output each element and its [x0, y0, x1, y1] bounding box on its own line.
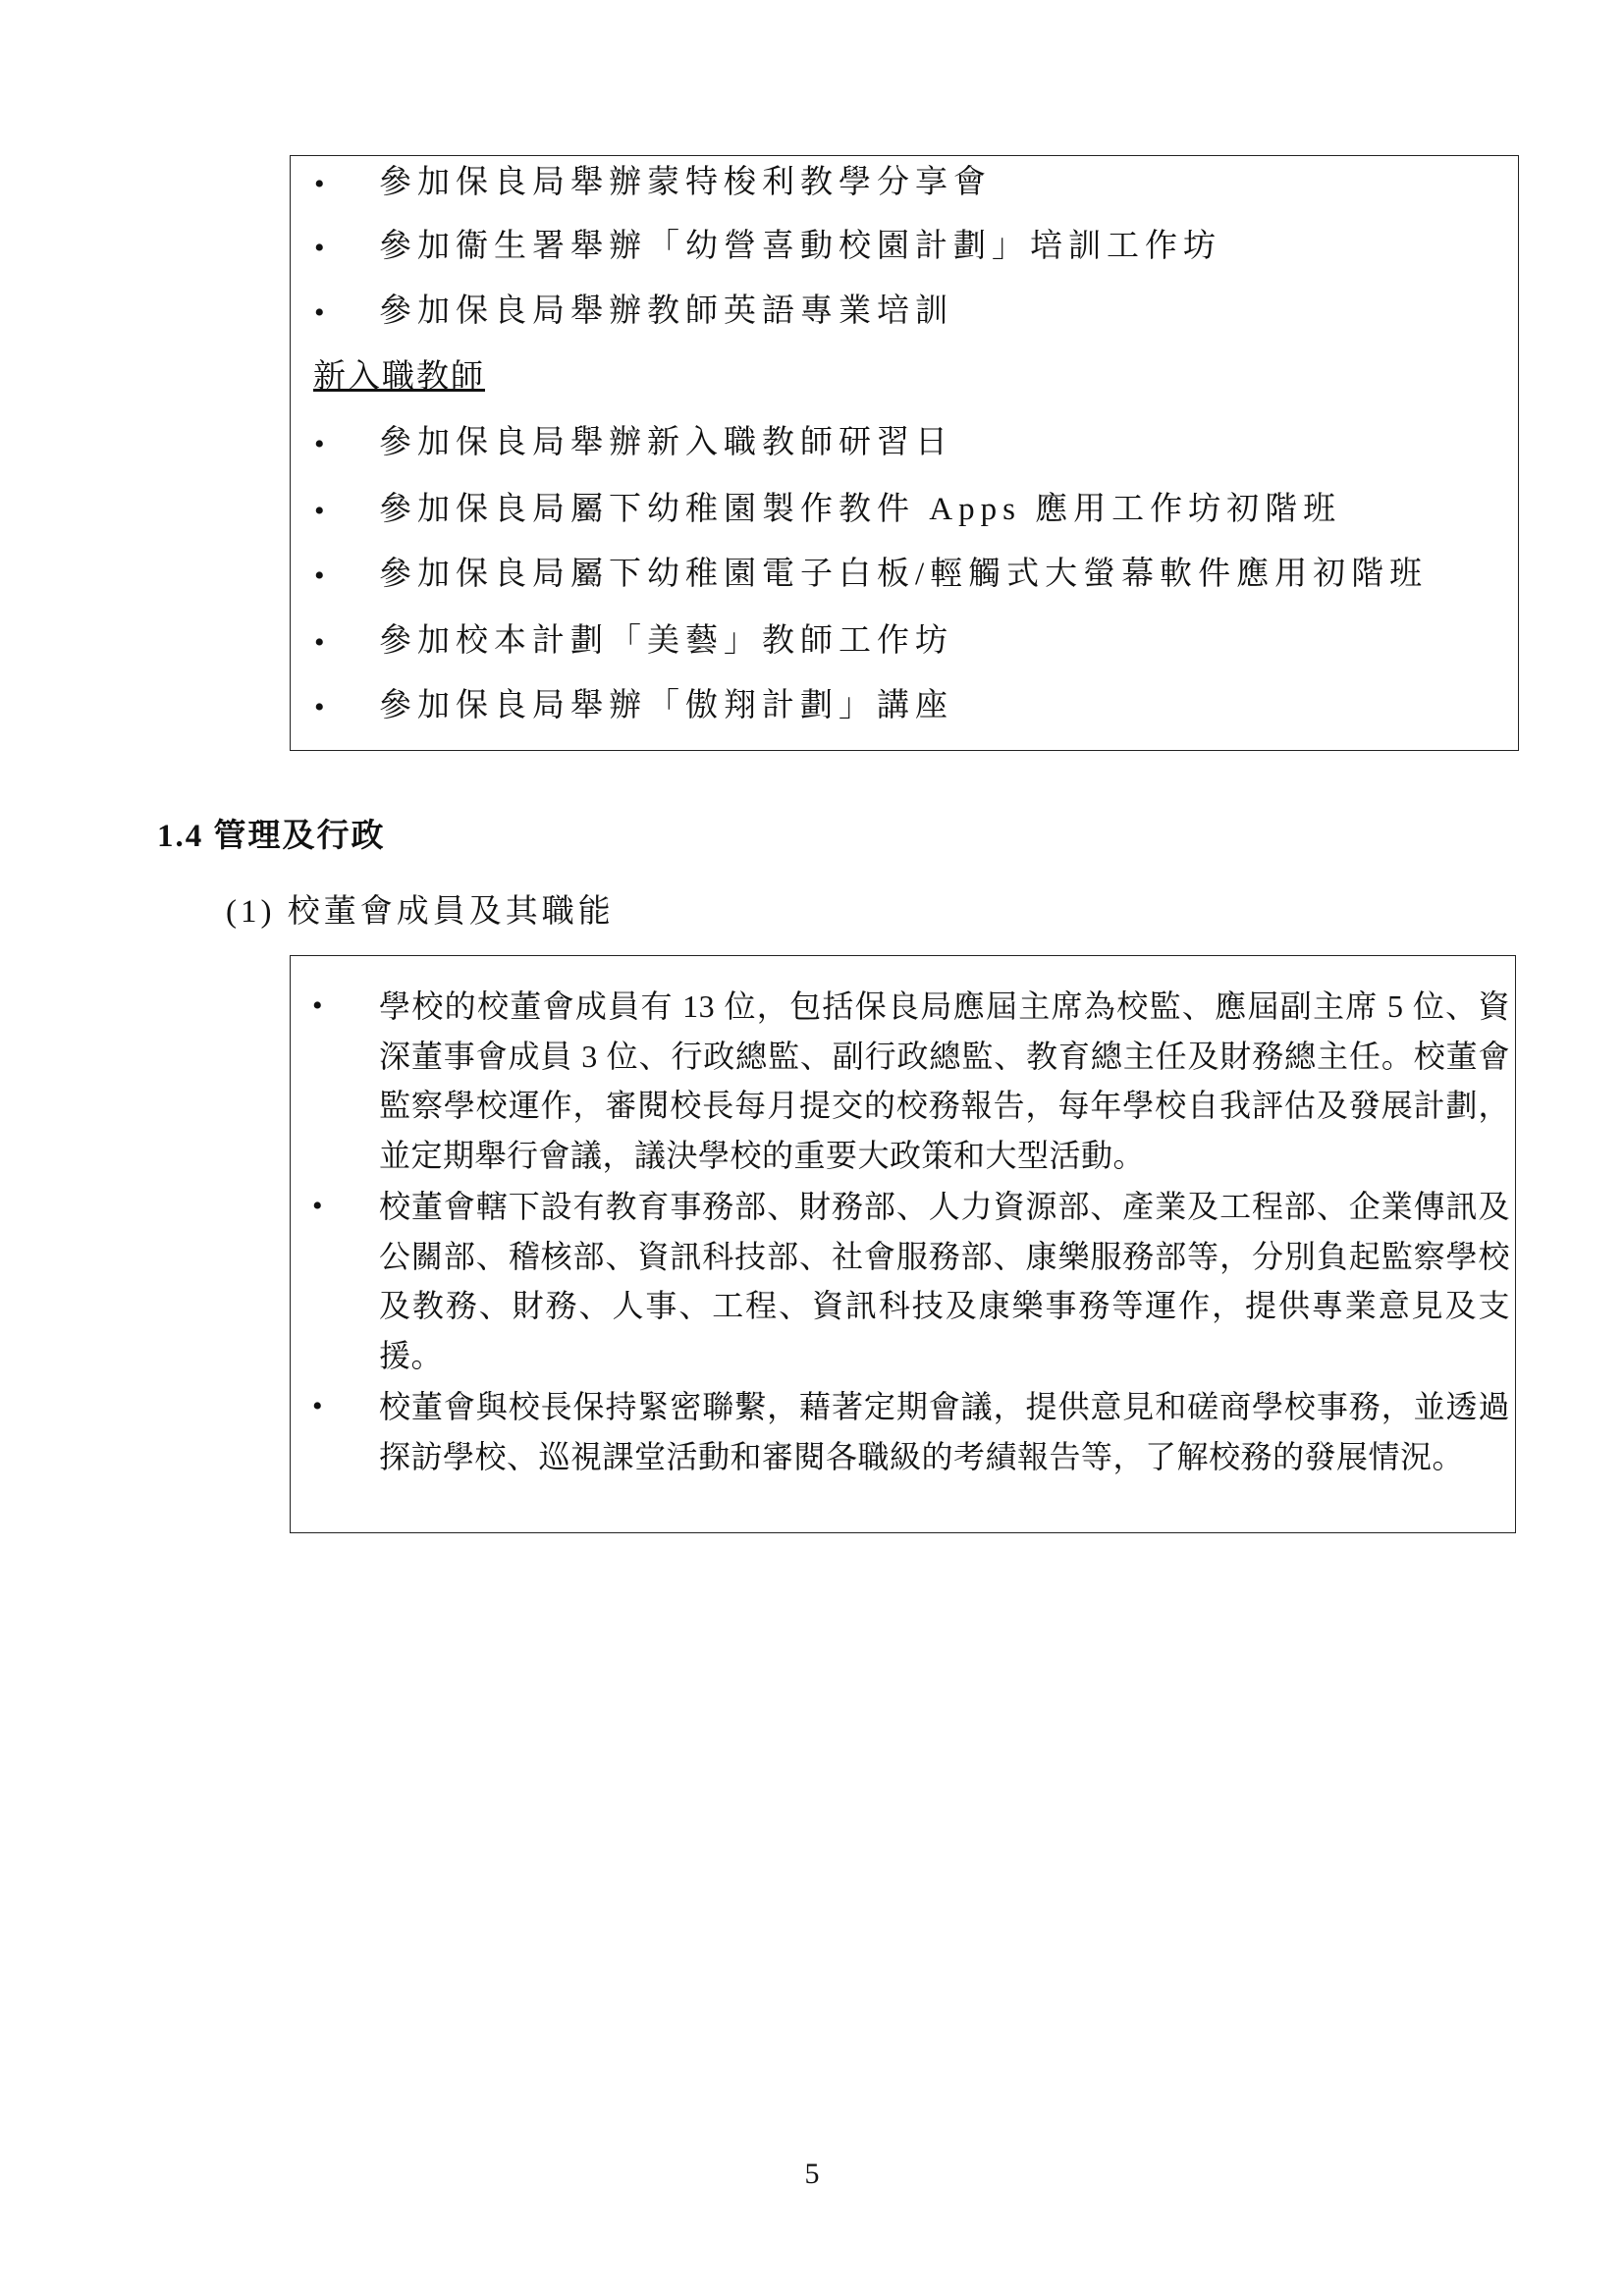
board-description-box: [290, 955, 1516, 1533]
paragraph-board-departments: 校董會轄下設有教育事務部、財務部、人力資源部、產業及工程部、企業傳訊及公關部、稽核部、資訊科技部、社會服務部、康樂服務部等，分別負起監察學校及教務、財務、人事、工程、資訊科技及康樂事務等運作，提供專業意見及支援。: [379, 1189, 1510, 1373]
bullet-icon: •: [314, 296, 325, 329]
paragraph-board-members: 學校的校董會成員有 13 位，包括保良局應屆主席為校監、應屆副主席 5 位、資深董事會成員 3 位、行政總監、副行政總監、教育總主任及財務總主任。校董會監察學校運作，審閱校長每月提交的校務報告，每年學校自我評估及發展計劃，並定期舉行會議，議決學校的重要大政策和大型活動。: [379, 988, 1510, 1173]
bullet-icon: •: [314, 495, 325, 527]
bullet-icon: •: [314, 232, 325, 264]
bullet-icon: •: [314, 691, 325, 723]
training-list-box: [290, 155, 1519, 751]
bullet-icon: •: [312, 989, 323, 1022]
bullet-icon: •: [312, 1190, 323, 1222]
bullet-icon: •: [314, 428, 325, 460]
section-subheading: (1) 校董會成員及其職能: [226, 894, 615, 930]
list-item: 參加衞生署舉辦「幼營喜動校園計劃」培訓工作坊: [379, 229, 1221, 264]
bullet-icon: •: [312, 1390, 323, 1422]
paragraph-board-liaison: 校董會與校長保持緊密聯繫，藉著定期會議，提供意見和磋商學校事務，並透過探訪學校、巡視課堂活動和審閱各職級的考績報告等，了解校務的發展情況。: [379, 1389, 1510, 1474]
list-item: 參加保良局舉辦新入職教師研習日: [379, 425, 953, 460]
list-item: 參加保良局舉辦蒙特梭利教學分享會: [379, 165, 992, 200]
section-heading: 1.4 管理及行政: [157, 819, 386, 854]
list-item: 參加校本計劃「美藝」教師工作坊: [379, 623, 953, 659]
list-item: 參加保良局屬下幼稚園製作教件 Apps 應用工作坊初階班: [379, 492, 1342, 527]
page-number: 5: [804, 2158, 820, 2190]
new-teacher-subheading: 新入職教師: [313, 359, 485, 395]
list-item: 參加保良局屬下幼稚園電子白板/輕觸式大螢幕軟件應用初階班: [379, 557, 1429, 592]
bullet-icon: •: [314, 168, 325, 200]
bullet-icon: •: [314, 560, 325, 592]
bullet-icon: •: [314, 626, 325, 659]
list-item: 參加保良局舉辦「傲翔計劃」講座: [379, 688, 953, 723]
list-item: 參加保良局舉辦教師英語專業培訓: [379, 294, 953, 329]
